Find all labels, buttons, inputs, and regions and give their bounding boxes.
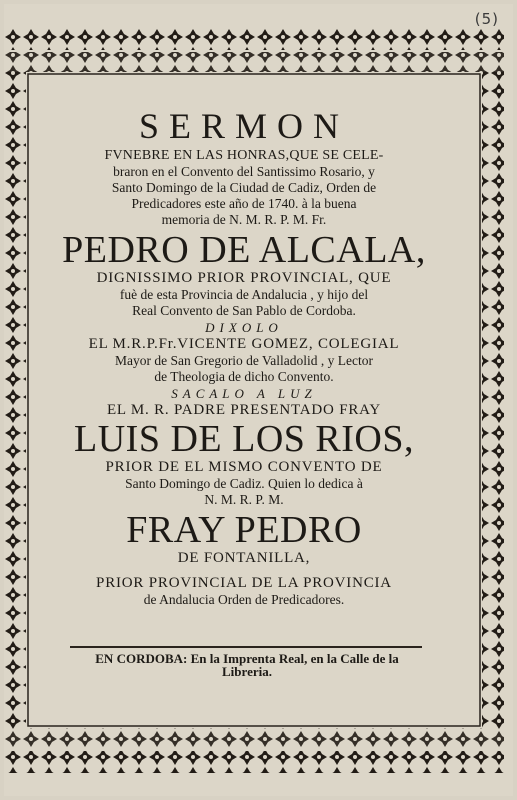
heading-sermon: SERMON [138, 106, 350, 146]
title-line: Real Convento de San Pablo de Cordoba. [132, 303, 356, 318]
title-line: DIGNISSIMO PRIOR PROVINCIAL, QUE [96, 270, 392, 286]
imprint-block [38, 652, 456, 678]
name-luis-de-los-rios: LUIS DE LOS RIOS, [74, 418, 414, 460]
title-line: Santo Domingo de Cadiz. Quien lo dedica à [125, 476, 363, 491]
title-line: PRIOR PROVINCIAL DE LA PROVINCIA [96, 575, 392, 591]
title-line: Mayor de San Gregorio de Valladolid , y Lector [114, 353, 374, 368]
title-line: N. M. R. P. M. [204, 492, 284, 507]
title-text-block [34, 108, 454, 608]
title-line: EL M. R. PADRE PRESENTADO FRAY [106, 402, 382, 418]
divider-rule [70, 646, 422, 648]
title-line: FVNEBRE EN LAS HONRAS,QUE SE CELE- [104, 148, 384, 163]
title-line: Santo Domingo de la Ciudad de Cadiz, Orden de [111, 180, 377, 195]
name-fray-pedro: FRAY PEDRO [126, 509, 362, 551]
imprint-line: EN CORDOBA: En la Imprenta Real, en la Calle de la [95, 651, 399, 666]
title-line: memoria de N. M. R. P. M. Fr. [161, 212, 327, 227]
title-line: braron en el Convento del Santissimo Rosario, y [113, 164, 375, 179]
imprint-line: Libreria. [222, 664, 272, 679]
name-pedro-de-alcala: PEDRO DE ALCALA, [62, 229, 426, 271]
title-line: Predicadores este año de 1740. à la buena [131, 196, 357, 211]
sacalo-label: SACALO A LUZ [171, 386, 317, 401]
dixolo-label: DIXOLO [205, 320, 283, 335]
title-line: de Andalucia Orden de Predicadores. [143, 592, 345, 607]
title-line: EL M.R.P.Fr.VICENTE GOMEZ, COLEGIAL [88, 336, 400, 352]
title-page [4, 4, 513, 796]
title-line: PRIOR DE EL MISMO CONVENTO DE [105, 459, 383, 475]
title-line: DE FONTANILLA, [177, 550, 311, 566]
pencil-annotation: (5) [474, 10, 499, 28]
title-line: fuè de esta Provincia de Andalucia , y hijo del [119, 287, 369, 302]
title-line: de Theologia de dicho Convento. [154, 369, 334, 384]
